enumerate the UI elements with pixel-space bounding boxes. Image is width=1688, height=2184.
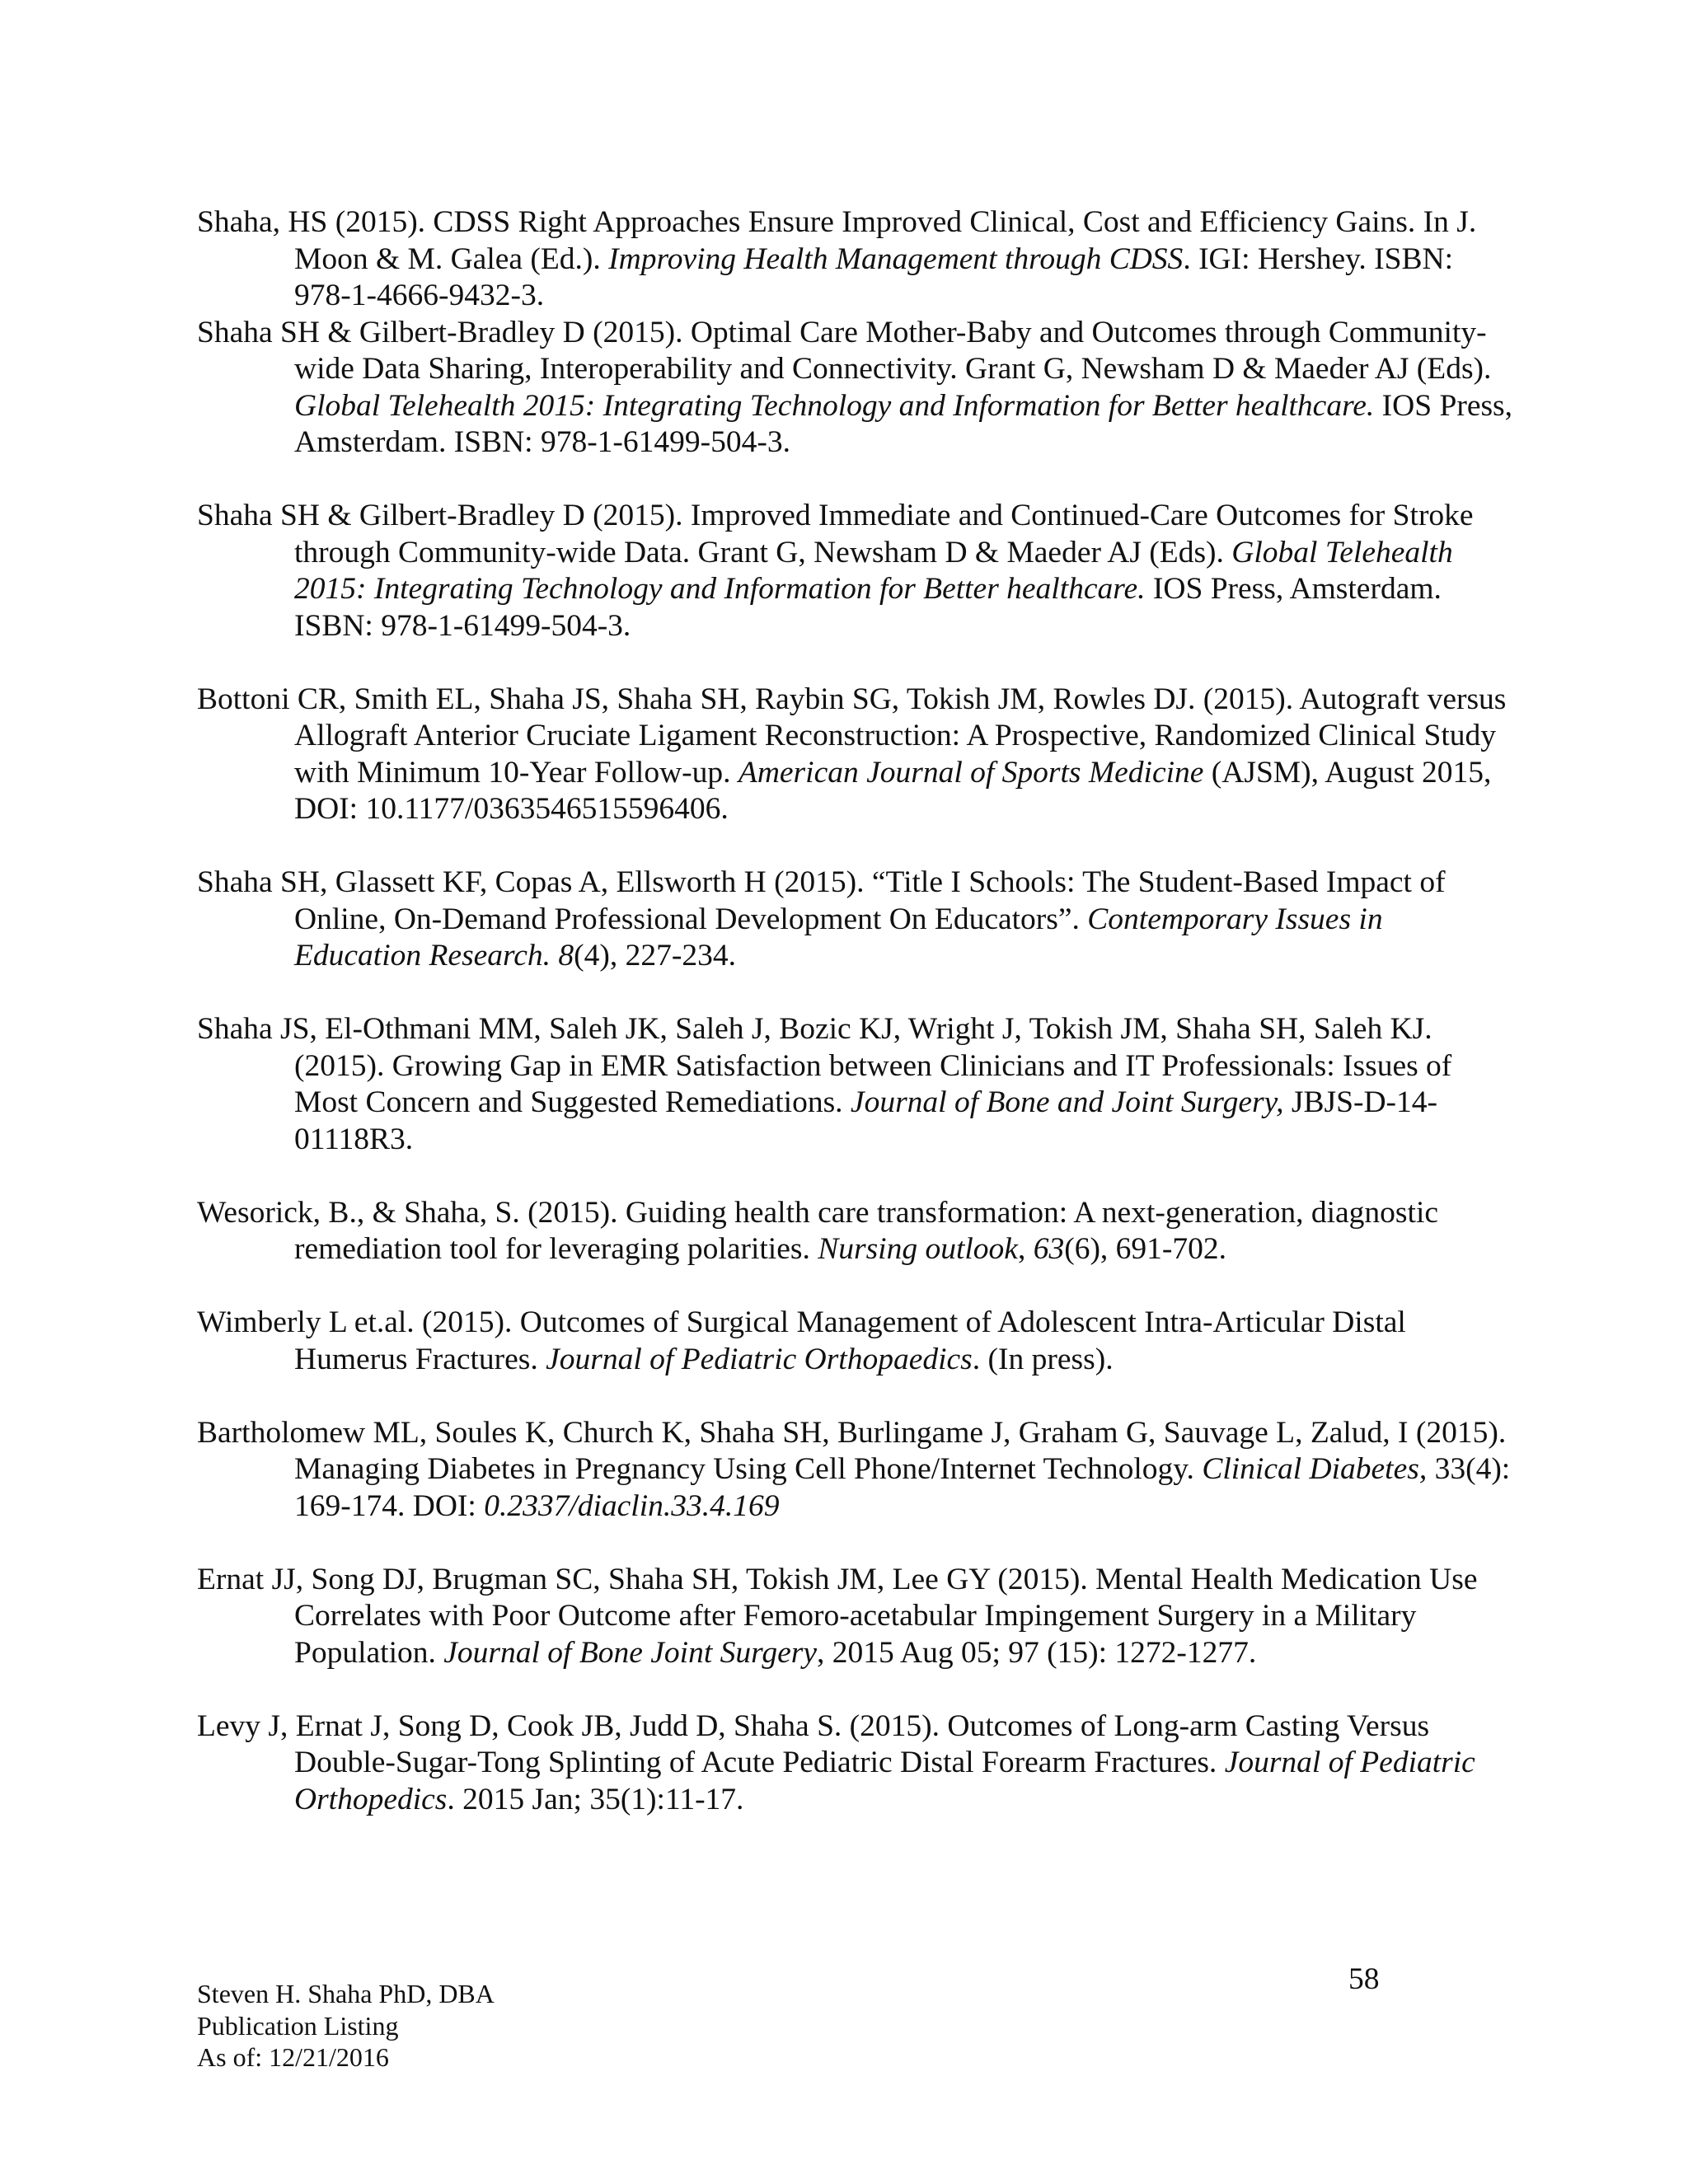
reference-text: Shaha SH, Glassett KF, Copas A, Ellsworth H (2015). “Title I Schools: The Student-Based Impact of Online, On-Demand Professional Development On Educators”.: [197, 865, 1446, 936]
reference-text: , 2015 Aug 05; 97 (15): 1272-1277.: [816, 1635, 1257, 1670]
reference-italic-text: Contemporary Issues in Education Research. 8: [294, 902, 1383, 972]
page-number: 58: [1348, 1962, 1380, 1996]
reference-italic-text: Global Telehealth 2015: Integrating Technology and Information for Better healthcare.: [294, 535, 1453, 606]
reference-text: . 2015 Jan; 35(1):11-17.: [447, 1782, 744, 1816]
reference-text: ,: [1017, 1232, 1034, 1266]
reference-text: (AJSM), August 2015, DOI: 10.1177/0363546515596406.: [294, 755, 1492, 826]
reference-text: IOS Press, Amsterdam. ISBN: 978-1-61499-504-3.: [294, 572, 1442, 643]
reference-italic-text: Clinical Diabetes,: [1202, 1452, 1428, 1486]
reference-text: . (In press).: [972, 1342, 1114, 1376]
reference-entry: [197, 1011, 1516, 1158]
footer-doc-title: Publication Listing: [197, 2010, 399, 2041]
reference-entry: [197, 1708, 1516, 1819]
reference-text: Shaha JS, El-Othmani MM, Saleh JK, Saleh J, Bozic KJ, Wright J, Tokish JM, Shaha SH, Saleh KJ. (2015). Growing Gap in EMR Satisfaction between Clinicians and IT Professionals: Issues of Most Concern and Suggested Remediations.: [197, 1012, 1452, 1119]
reference-text: Shaha SH & Gilbert-Bradley D (2015). Optimal Care Mother-Baby and Outcomes through Community-wide Data Sharing, Interoperability and Connectivity. Grant G, Newsham D & Maeder AJ (Eds).: [197, 315, 1492, 386]
reference-entry: [197, 498, 1516, 644]
reference-text: Wesorick, B., & Shaha, S. (2015). Guiding health care transformation: A next-generation, diagnostic remediation tool for leveraging polarities.: [197, 1195, 1439, 1266]
reference-entry: [197, 1195, 1516, 1268]
reference-text: 33(4): 169-174. DOI:: [294, 1452, 1511, 1523]
reference-italic-text: Journal of Pediatric Orthopaedics: [546, 1342, 973, 1376]
reference-text: Shaha, HS (2015). CDSS Right Approaches Ensure Improved Clinical, Cost and Efficiency Gains. In J. Moon & M. Galea (Ed.).: [197, 205, 1477, 276]
reference-text: Shaha SH & Gilbert-Bradley D (2015). Improved Immediate and Continued-Care Outcomes for Stroke through Community-wide Data. Grant G, Newsham D & Maeder AJ (Eds).: [197, 499, 1474, 569]
reference-italic-text: American Journal of Sports Medicine: [738, 755, 1204, 790]
reference-italic-text: Global Telehealth 2015: Integrating Technology and Information for Better healthcare.: [294, 388, 1375, 423]
reference-text: (4), 227-234.: [574, 939, 736, 972]
reference-italic-text: 0.2337/diaclin.33.4.169: [484, 1488, 780, 1523]
reference-entry: [197, 865, 1516, 975]
footer-author: Steven H. Shaha PhD, DBA: [197, 1979, 495, 2008]
reference-text: Wimberly L et.al. (2015). Outcomes of Surgical Management of Adolescent Intra-Articular Distal Humerus Fractures.: [197, 1305, 1406, 1376]
reference-entry: [197, 204, 1516, 315]
reference-italic-text: Journal of Pediatric Orthopedics: [294, 1746, 1475, 1816]
reference-text: IOS Press, Amsterdam. ISBN: 978-1-61499-504-3.: [294, 388, 1513, 459]
reference-text: . IGI: Hershey. ISBN: 978-1-4666-9432-3.: [294, 241, 1454, 312]
reference-italic-text: Nursing outlook: [818, 1232, 1018, 1266]
reference-text: JBJS-D-14-01118R3.: [294, 1085, 1438, 1156]
reference-italic-text: Improving Health Management through CDSS: [608, 241, 1184, 276]
publication-list: [197, 204, 1516, 1818]
reference-text: Bottoni CR, Smith EL, Shaha JS, Shaha SH, Raybin SG, Tokish JM, Rowles DJ. (2015). Autograft versus Allograft Anterior Cruciate Ligament Reconstruction: A Prospective, Randomized Clinical Study with Minimum 10-Year Follow-up.: [197, 682, 1507, 790]
reference-text: (6), 691-702.: [1064, 1232, 1227, 1266]
reference-entry: [197, 1415, 1516, 1526]
reference-text: Ernat JJ, Song DJ, Brugman SC, Shaha SH, Tokish JM, Lee GY (2015). Mental Health Medication Use Correlates with Poor Outcome after Femoro-acetabular Impingement Surgery in a Military Population.: [197, 1562, 1478, 1670]
reference-text: Levy J, Ernat J, Song D, Cook JB, Judd D, Shaha S. (2015). Outcomes of Long-arm Casting Versus Double-Sugar-Tong Splinting of Acute Pediatric Distal Forearm Fractures.: [197, 1708, 1430, 1779]
page-footer: [197, 1978, 495, 2074]
reference-entry: [197, 315, 1516, 462]
reference-text: Bartholomew ML, Soules K, Church K, Shaha SH, Burlingame J, Graham G, Sauvage L, Zalud, I (2015). Managing Diabetes in Pregnancy Using Cell Phone/Internet Technology.: [197, 1415, 1507, 1486]
reference-entry: [197, 1305, 1516, 1378]
footer-date: As of: 12/21/2016: [197, 2042, 389, 2072]
reference-entry: [197, 1562, 1516, 1672]
reference-italic-text: 63: [1033, 1232, 1065, 1266]
reference-italic-text: Journal of Bone Joint Surgery: [443, 1635, 817, 1670]
reference-italic-text: Journal of Bone and Joint Surgery,: [850, 1085, 1284, 1119]
reference-entry: [197, 682, 1516, 828]
